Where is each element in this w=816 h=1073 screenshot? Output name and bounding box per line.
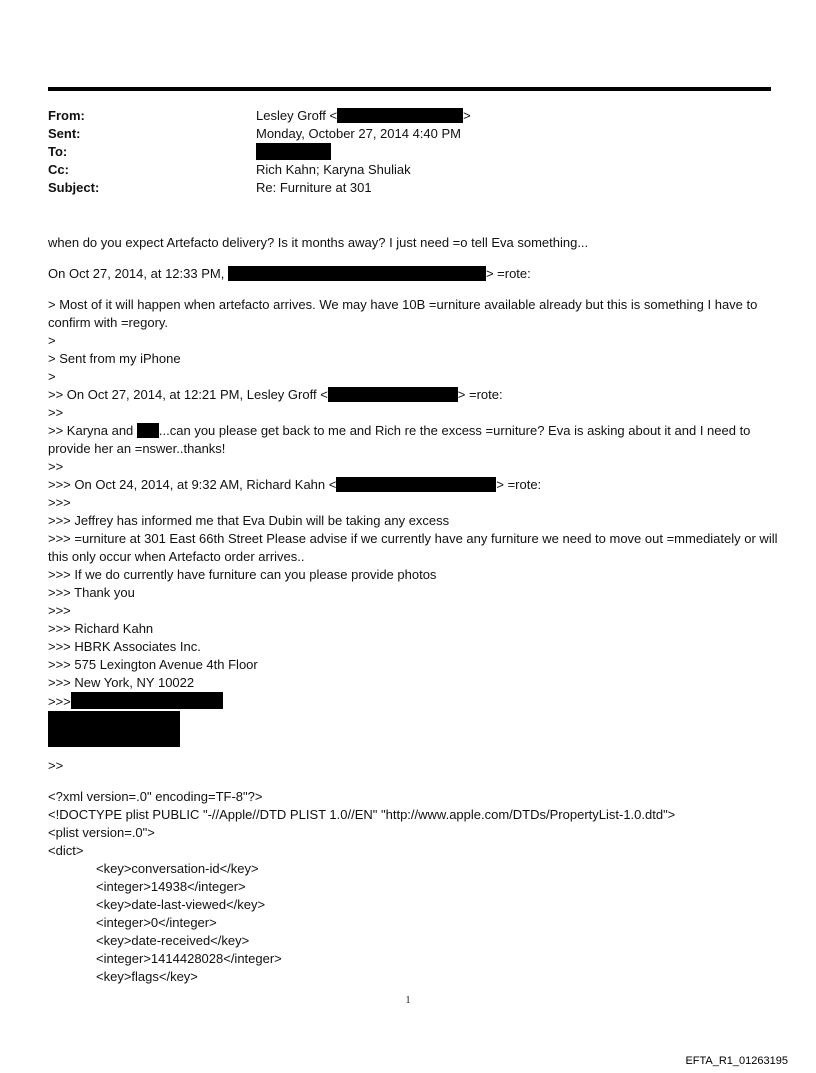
- text-segment: >> On Oct 27, 2014, at 12:21 PM, Lesley Groff <: [48, 387, 328, 402]
- body-line: <integer>1414428028</integer>: [96, 951, 282, 966]
- redaction-block: [256, 143, 331, 160]
- cc-label: Cc:: [48, 162, 69, 177]
- body-line: <key>conversation-id</key>: [96, 861, 259, 876]
- sent-label: Sent:: [48, 126, 81, 141]
- subject-label: Subject:: [48, 180, 100, 195]
- redaction-block: [337, 108, 463, 123]
- text-segment: > =rote:: [457, 387, 503, 402]
- sent-value: Monday, October 27, 2014 4:40 PM: [256, 126, 461, 141]
- text-segment: > =rote:: [496, 477, 542, 492]
- body-line: <integer>14938</integer>: [96, 879, 246, 894]
- body-line: >>>: [48, 495, 71, 510]
- body-line: <plist version=.0">: [48, 825, 155, 840]
- redaction-block: [228, 266, 486, 281]
- redaction-block: [48, 711, 180, 747]
- email-body: [48, 234, 778, 986]
- from-value: [256, 107, 471, 125]
- body-line: >: [48, 369, 56, 384]
- header-rule: [48, 87, 771, 91]
- body-line: [48, 386, 778, 404]
- page-number: 1: [405, 995, 411, 1006]
- body-line: >>> New York, NY 10022: [48, 675, 195, 690]
- body-line: > Sent from my iPhone: [48, 351, 181, 366]
- text-segment: >> Karyna and: [48, 423, 134, 438]
- body-line: [48, 265, 778, 283]
- body-line: >>> 575 Lexington Avenue 4th Floor: [48, 657, 258, 672]
- text-segment: ...can you please get back to me and Rich re the excess =urniture? Eva is asking about it and I need to provide her an =nswer..thanks!: [48, 423, 751, 456]
- body-line: when do you expect Artefacto delivery? Is it months away? I just need =o tell Eva something...: [48, 235, 589, 250]
- body-line: >>> Jeffrey has informed me that Eva Dubin will be taking any excess: [48, 513, 450, 528]
- body-line: >>>: [48, 603, 71, 618]
- from-close: >: [463, 108, 471, 123]
- redaction-block: [328, 387, 458, 402]
- body-line: >>> Thank you: [48, 585, 135, 600]
- body-line: <key>date-received</key>: [96, 933, 250, 948]
- from-label: From:: [48, 108, 85, 123]
- redaction-block: [71, 692, 223, 709]
- body-line: [48, 422, 778, 458]
- body-line: >>> If we do currently have furniture can you please provide photos: [48, 567, 437, 582]
- body-line: [48, 711, 778, 747]
- body-line: >>: [48, 459, 64, 474]
- body-line: [48, 692, 778, 711]
- to-value: [256, 143, 331, 161]
- body-line: >: [48, 333, 56, 348]
- cc-value: Rich Kahn; Karyna Shuliak: [256, 162, 411, 177]
- redaction-block: [137, 423, 159, 438]
- body-line: >>> Richard Kahn: [48, 621, 154, 636]
- text-segment: > =rote:: [485, 266, 531, 281]
- body-line: <integer>0</integer>: [96, 915, 217, 930]
- body-line: > Most of it will happen when artefacto arrives. We may have 10B =urniture available already but this is something I have to confirm with =regory.: [48, 297, 758, 330]
- body-line: <key>flags</key>: [96, 969, 198, 984]
- body-line: <?xml version=.0" encoding=TF-8"?>: [48, 789, 263, 804]
- body-line: >>> =urniture at 301 East 66th Street Please advise if we currently have any furniture we need to move out =mmediately or will this only occur when Artefacto order arrives..: [48, 531, 778, 564]
- text-segment: >>> On Oct 24, 2014, at 9:32 AM, Richard Kahn <: [48, 477, 337, 492]
- subject-value: Re: Furniture at 301: [256, 180, 372, 195]
- text-segment: >>>: [48, 694, 71, 709]
- body-line: <key>date-last-viewed</key>: [96, 897, 266, 912]
- body-line: <!DOCTYPE plist PUBLIC "-//Apple//DTD PLIST 1.0//EN" "http://www.apple.com/DTDs/PropertyList-1.0.dtd">: [48, 807, 676, 822]
- body-line: <dict>: [48, 843, 84, 858]
- from-name: Lesley Groff <: [256, 108, 338, 123]
- to-label: To:: [48, 144, 68, 159]
- body-line: [48, 476, 778, 494]
- bates-number: EFTA_R1_01263195: [685, 1055, 788, 1067]
- body-line: >>: [48, 758, 64, 773]
- body-line: >>> HBRK Associates Inc.: [48, 639, 201, 654]
- redaction-block: [336, 477, 496, 492]
- body-line: >>: [48, 405, 64, 420]
- text-segment: On Oct 27, 2014, at 12:33 PM,: [48, 266, 225, 281]
